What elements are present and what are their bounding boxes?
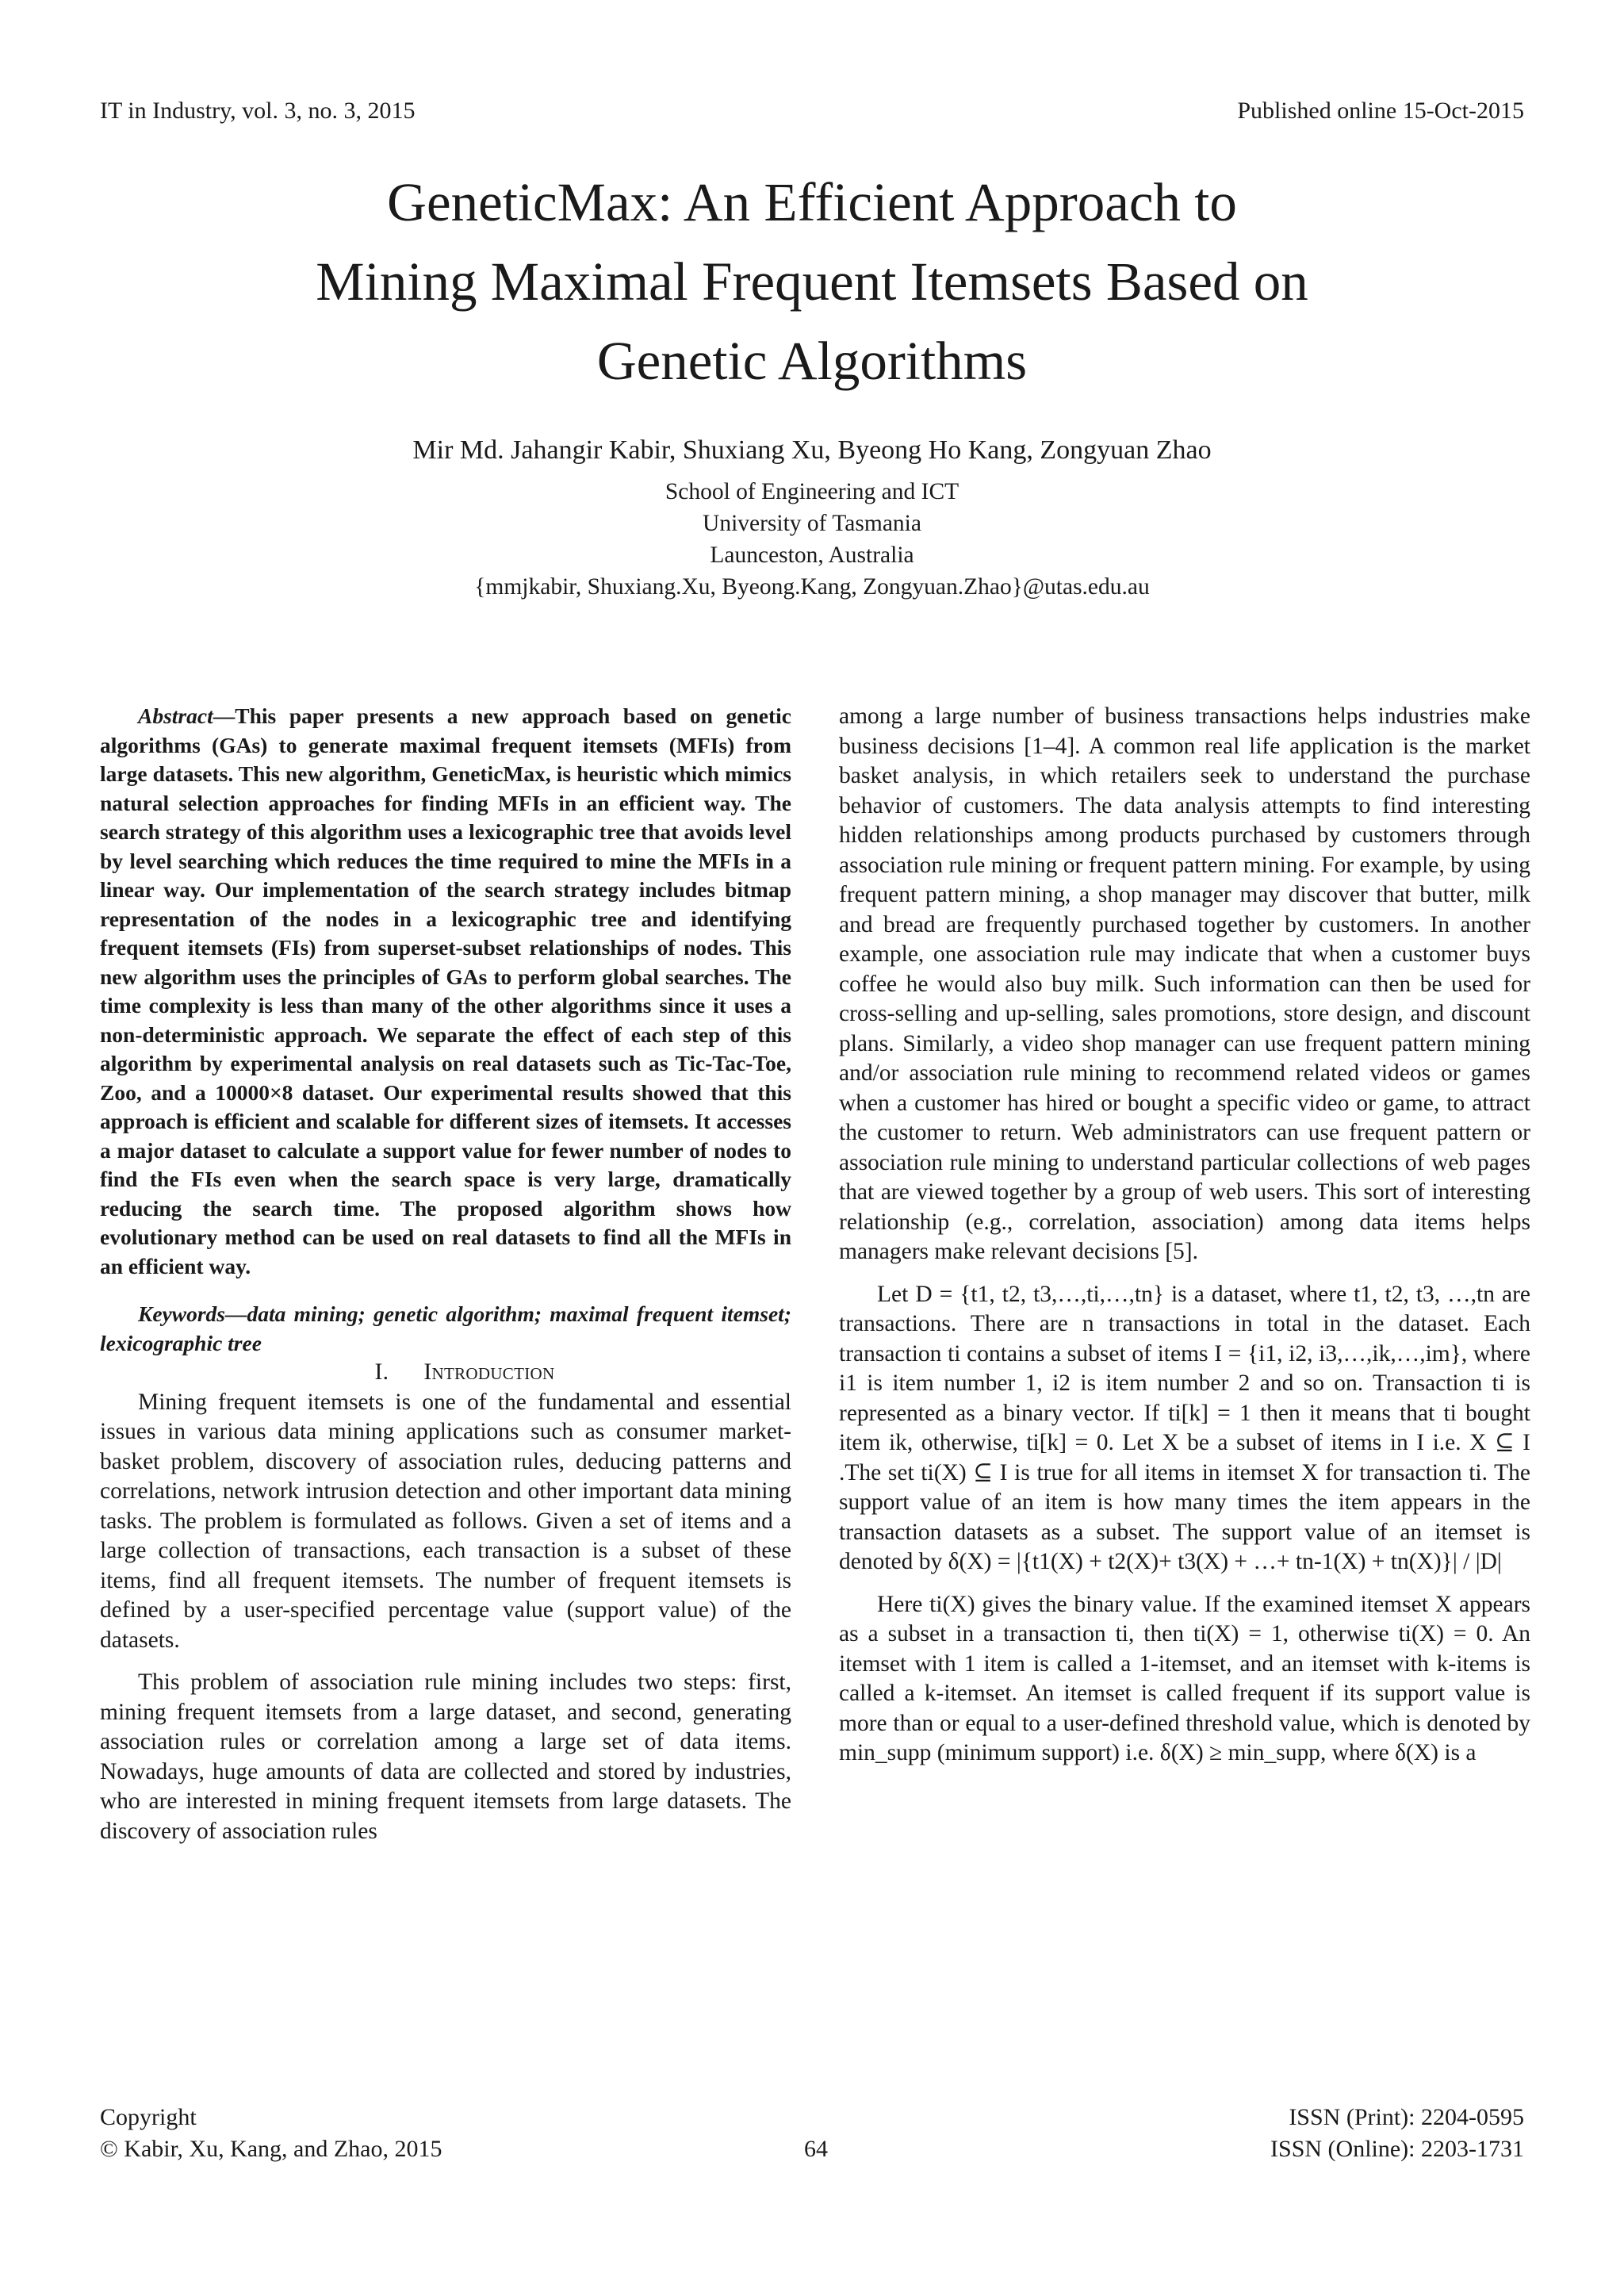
left-column (100, 702, 791, 1846)
affiliation-emails: {mmjkabir, Shuxiang.Xu, Byeong.Kang, Zongyuan.Zhao}@utas.edu.au (474, 574, 1150, 600)
section-title: Introduction (423, 1359, 555, 1385)
paper-title (119, 163, 1505, 401)
support-paragraph: Here ti(X) gives the binary value. If the examined itemset X appears as a subset in a transaction ti, then ti(X) = 1, otherwise ti(X) = 0. An itemset with 1 item is called a 1-itemset, and an itemset with k-items is called a k-itemset. An itemset is called frequent if its support value is more than or equal to a user-defined threshold value, which is denoted by min_supp (minimum support) i.e. δ(X) ≥ min_supp, where δ(X) is a (839, 1591, 1530, 1765)
section-heading-introduction (100, 1358, 791, 1388)
affiliation-university: University of Tasmania (703, 511, 921, 536)
copyright-text: © Kabir, Xu, Kang, and Zhao, 2015 (100, 2136, 442, 2162)
affiliation-city: Launceston, Australia (710, 542, 914, 568)
page-number: 64 (804, 2136, 828, 2162)
journal-citation: IT in Industry, vol. 3, no. 3, 2015 (100, 98, 416, 124)
title-line-1: GeneticMax: An Efficient Approach to (387, 172, 1237, 232)
footer-issn (1270, 2102, 1524, 2165)
abstract (100, 702, 791, 1281)
section-number: I. (374, 1359, 389, 1385)
abstract-lead: Abstract (138, 703, 213, 728)
author-list: Mir Md. Jahangir Kabir, Shuxiang Xu, Byeong Ho Kang, Zongyuan Zhao (412, 435, 1212, 465)
definition-paragraph: Let D = {t1, t2, t3,…,ti,…,tn} is a dataset, where t1, t2, t3, …,tn are transactions. There are n transactions in total in the dataset. Each transaction ti contains a subset of items I = {i1, i2, i3,…,ik,…,im}, where i1 is item number 1, i2 is item number 2 and so on. Transaction ti is represented as a binary vector. If ti[k] = 1 then it means that ti bought item ik, otherwise, ti[k] = 0. Let X be a subset of items in I i.e. X ⊆ I .The set ti(X) ⊆ I is true for all items in itemset X for transaction ti. The support value of an item is how many times the item appears in the transaction datasets as a subset. The support value of an itemset is denoted by δ(X) = |{t1(X) + t2(X)+ t3(X) + …+ tn-1(X) + tn(X)}| / |D| (839, 1281, 1530, 1574)
title-line-3: Genetic Algorithms (596, 331, 1028, 391)
intro-paragraph-2: This problem of association rule mining includes two steps: first, mining frequent itemsets from a large dataset, and second, generating association rules or correlation among a large set of data items. Nowadays, huge amounts of data are collected and stored by industries, who are interested in mining frequent itemsets from large datasets. The discovery of association rules (100, 1669, 791, 1844)
title-line-2: Mining Maximal Frequent Itemsets Based on (316, 251, 1308, 312)
keywords: Keywords—data mining; genetic algorithm; maximal frequent itemset; lexicographic tree (100, 1301, 791, 1355)
affiliation-school: School of Engineering and ICT (665, 479, 959, 504)
issn-online: ISSN (Online): 2203-1731 (1270, 2136, 1524, 2162)
publication-date: Published online 15-Oct-2015 (1237, 98, 1524, 124)
copyright-label: Copyright (100, 2104, 197, 2130)
footer-copyright (100, 2102, 442, 2165)
intro-paragraph-1: Mining frequent itemsets is one of the fundamental and essential issues in various data mining applications such as consumer market-basket problem, discovery of association rules, deducing patterns and correlations, network intrusion detection and other important data mining tasks. The problem is formulated as follows. Given a set of items and a large collection of transactions, each transaction is a subset of these items, find all frequent itemsets. The number of frequent itemsets is defined by a user-specified percentage value (support value) of the datasets. (100, 1389, 791, 1653)
intro-paragraph-3: among a large number of business transactions helps industries make business decisions [1–4]. A common real life application is the market basket analysis, in which retailers seek to understand the purchase behavior of customers. The data analysis attempts to find interesting hidden relationships among products purchased by customers through association rule mining or frequent pattern mining. For example, by using frequent pattern mining, a shop manager may discover that butter, milk and bread are frequently purchased together by customers. In another example, one association rule may indicate that when a customer buys coffee he would also buy milk. Such information can then be used for cross-selling and up-selling, sales promotions, store design, and discount plans. Similarly, a video shop manager can use frequent pattern mining and/or association rule mining to recommend related videos or games when a customer has hired or bought a specific video or game, to attract the customer to return. Web administrators can use frequent pattern or association rule mining to understand particular collections of web pages that are viewed together by a group of web users. This sort of interesting relationship (e.g., correlation, association) among data items helps managers make relevant decisions [5]. (839, 703, 1530, 1264)
affiliation-block (0, 476, 1624, 603)
issn-print: ISSN (Print): 2204-0595 (1289, 2104, 1524, 2130)
abstract-text: —This paper presents a new approach based on genetic algorithms (GAs) to generate maximal frequent itemsets (MFIs) from large datasets. This new algorithm, GeneticMax, is heuristic which mimics natural selection approaches for finding MFIs in an efficient way. The search strategy of this algorithm uses a lexicographic tree that avoids level by level searching which reduces the time required to mine the MFIs in a linear way. Our implementation of the search strategy includes bitmap representation of the nodes in a lexicographic tree and identifying frequent itemsets (FIs) from superset-subset relationships of nodes. This new algorithm uses the principles of GAs to perform global searches. The time complexity is less than many of the other algorithms since it uses a non-deterministic approach. We separate the effect of each step of this algorithm by experimental analysis on real datasets such as Tic-Tac-Toe, Zoo, and a 10000×8 dataset. Our experimental results showed that this approach is efficient and scalable for different sizes of itemsets. It accesses a major dataset to calculate a support value for fewer number of nodes to find the FIs even when the search space is very large, dramatically reducing the search time. The proposed algorithm shows how evolutionary method can be used on real datasets to find all the MFIs in an efficient way. (100, 703, 791, 1278)
right-column (839, 702, 1530, 1769)
